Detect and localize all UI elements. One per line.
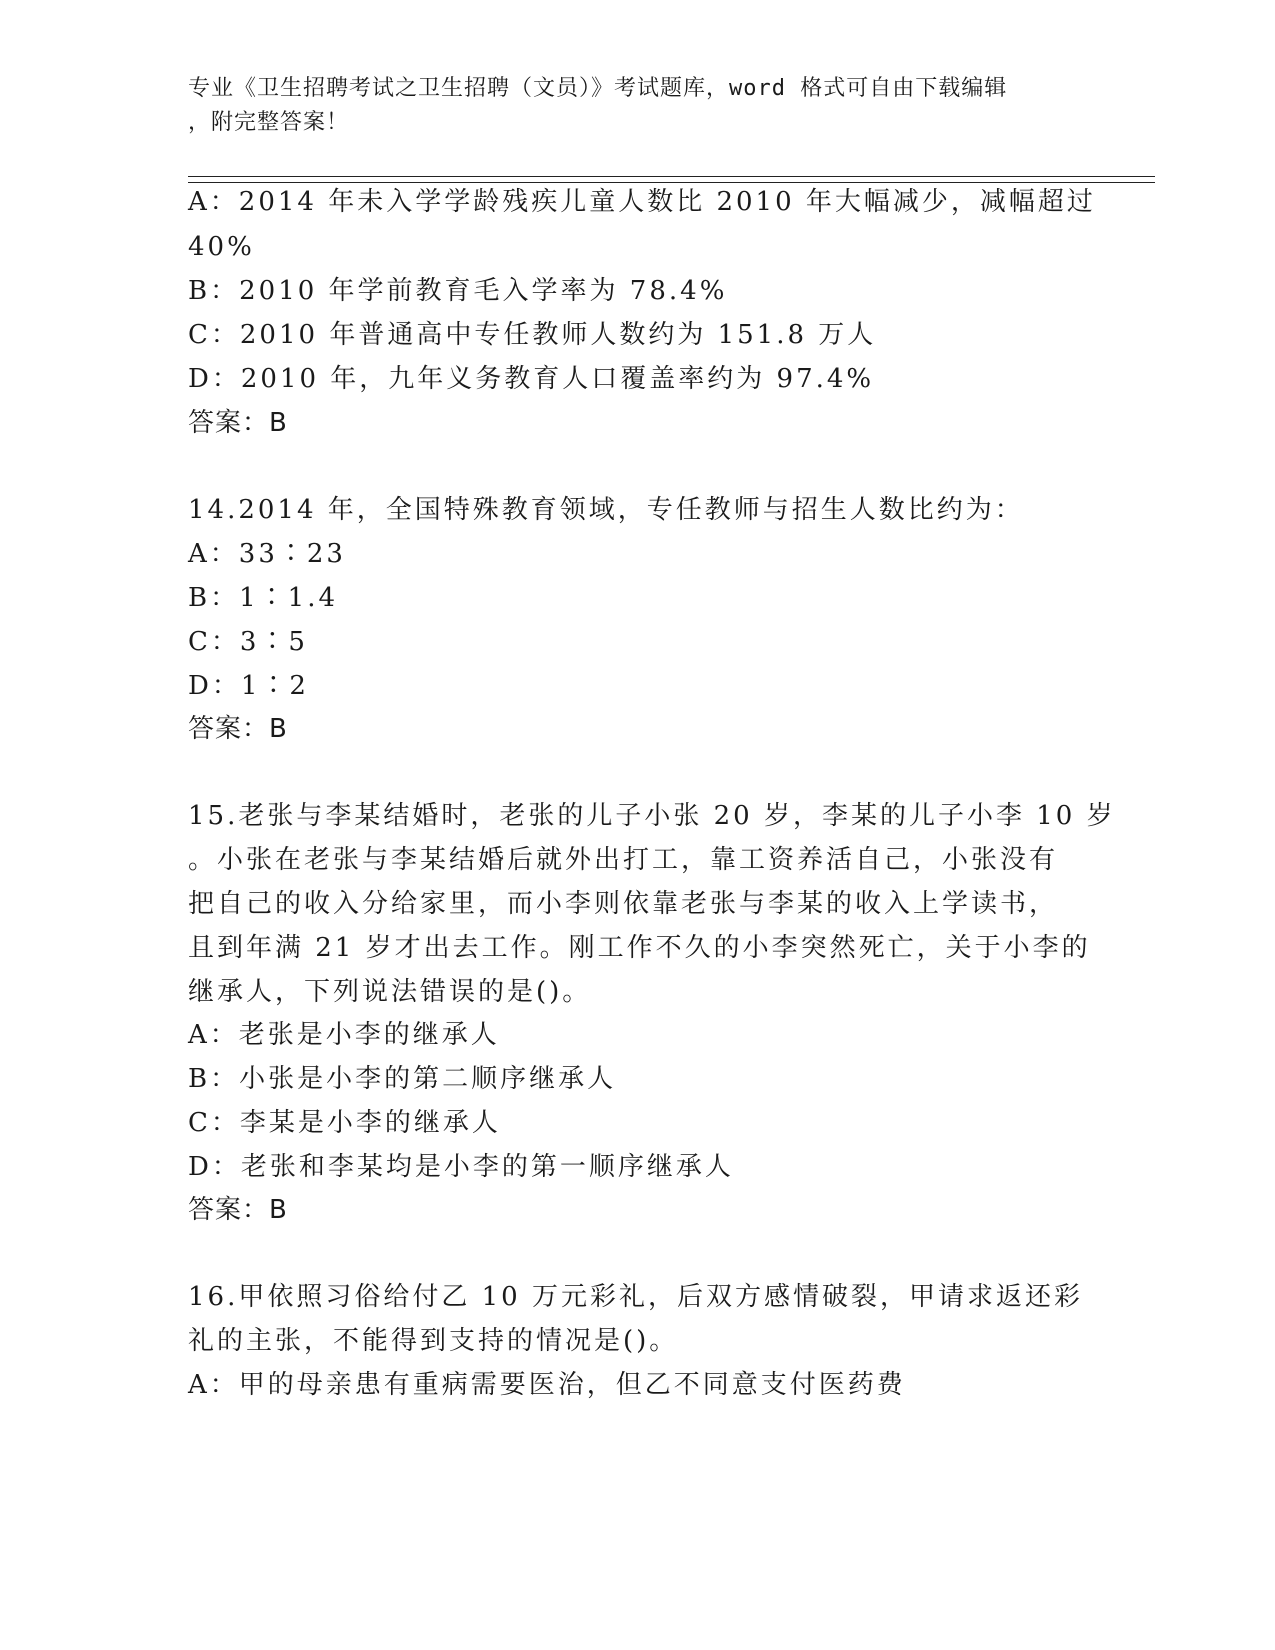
header-line-2: ，附完整答案！ — [188, 110, 350, 135]
q15-option-c: C：李某是小李的继承人 — [188, 1108, 501, 1138]
q15-option-b: B：小张是小李的第二顺序继承人 — [188, 1064, 617, 1094]
q14-option-b: B：1∶1.4 — [188, 583, 338, 613]
q15-stem-line-4: 且到年满 21 岁才出去工作。刚工作不久的小李突然死亡，关于小李的 — [188, 933, 1091, 963]
q15-stem-line-3: 把自己的收入分给家里，而小李则依靠老张与李某的收入上学读书， — [188, 889, 1059, 919]
q15-option-d: D：老张和李某均是小李的第一顺序继承人 — [188, 1152, 734, 1182]
q13-option-c: C：2010 年普通高中专任教师人数约为 151.8 万人 — [188, 320, 877, 350]
q15-answer: 答案：B — [188, 1195, 288, 1225]
q14-option-d: D：1∶2 — [188, 671, 309, 701]
q15-stem-line-1: 15.老张与李某结婚时，老张的儿子小张 20 岁，李某的儿子小李 10 岁 — [188, 801, 1116, 831]
q16-stem-line-1: 16.甲依照习俗给付乙 10 万元彩礼，后双方感情破裂，甲请求返还彩 — [188, 1282, 1083, 1312]
q14-stem: 14.2014 年，全国特殊教育领域，专任教师与招生人数比约为： — [188, 495, 1024, 525]
q15-stem-line-5: 继承人，下列说法错误的是()。 — [188, 977, 592, 1007]
q15-option-a: A：老张是小李的继承人 — [188, 1020, 500, 1050]
q15-stem-line-2: 。小张在老张与李某结婚后就外出打工，靠工资养活自己，小张没有 — [188, 845, 1059, 875]
document-header — [188, 72, 1088, 140]
header-line-1: 专业《卫生招聘考试之卫生招聘（文员）》考试题库，word 格式可自由下载编辑 — [188, 76, 1008, 101]
q13-answer: 答案：B — [188, 408, 288, 438]
q14-option-a: A：33∶23 — [188, 539, 346, 569]
q13-option-b: B：2010 年学前教育毛入学率为 78.4% — [188, 276, 728, 306]
q14-option-c: C：3∶5 — [188, 627, 308, 657]
q14-answer: 答案：B — [188, 714, 288, 744]
q16-option-a: A：甲的母亲患有重病需要医治，但乙不同意支付医药费 — [188, 1370, 906, 1400]
header-divider-top — [188, 176, 1155, 177]
q16-stem-line-2: 礼的主张，不能得到支持的情况是()。 — [188, 1326, 679, 1356]
q13-option-a-line2: 40% — [188, 232, 255, 262]
q13-option-d: D：2010 年，九年义务教育人口覆盖率约为 97.4% — [188, 364, 875, 394]
q13-option-a-line1: A：2014 年未入学学龄残疾儿童人数比 2010 年大幅减少，减幅超过 — [188, 187, 1096, 217]
header-divider-bottom — [188, 182, 1155, 183]
